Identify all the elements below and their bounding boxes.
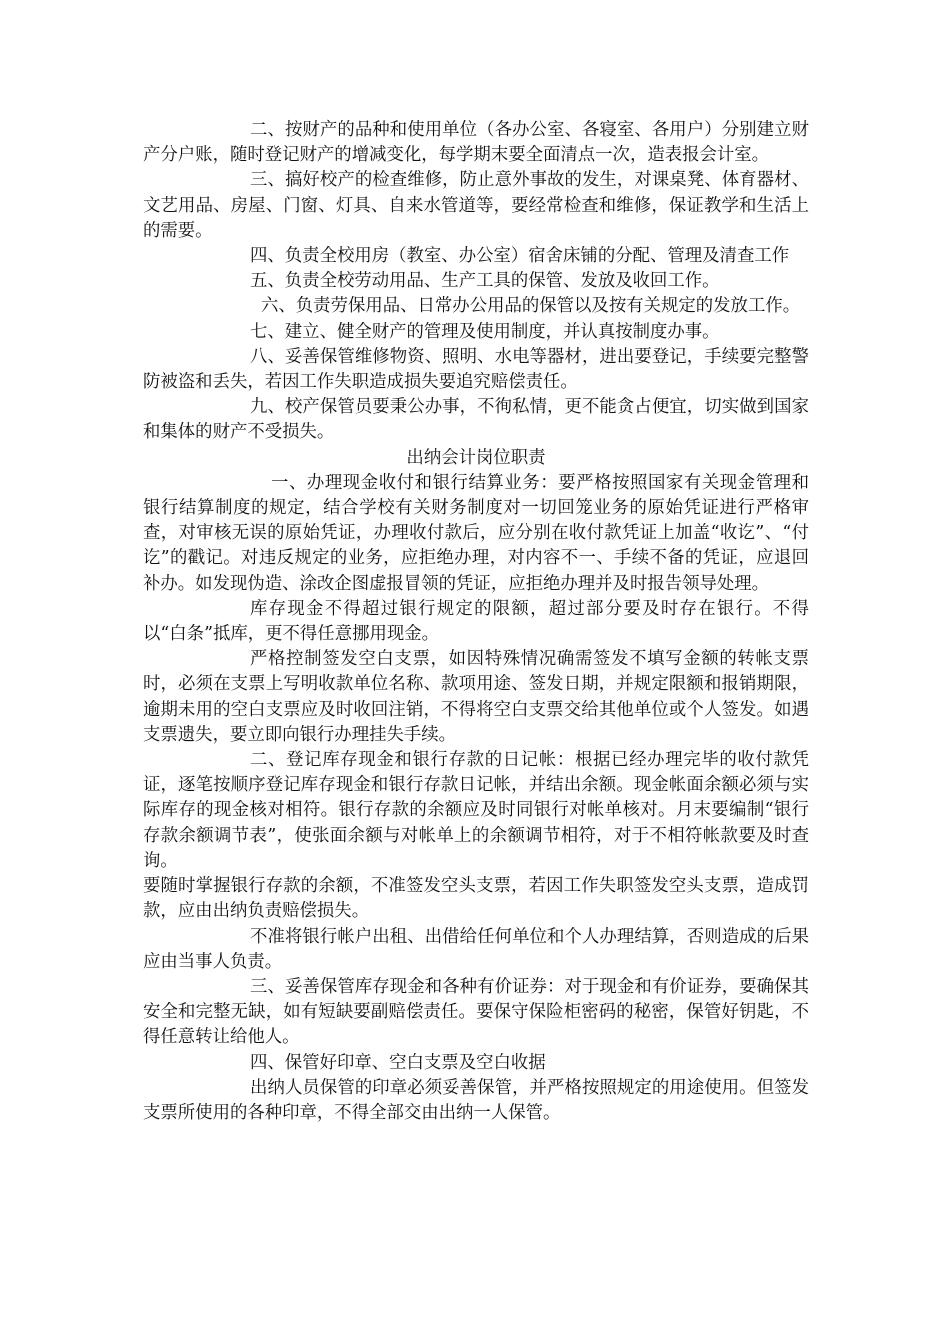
paragraph: 出纳人员保管的印章必须妥善保管，并严格按照规定的用途使用。但签发支票所使用的各种印章，不得全部交由出纳一人保管。: [143, 1077, 809, 1123]
paragraph: 三、妥善保管库存现金和各种有价证券：对于现金和有价证券，要确保其安全和完整无缺，如有短缺要副赔偿责任。要保守保险柜密码的秘密，保管好钥匙，不得任意转让给他人。: [143, 976, 809, 1048]
paragraph: 五、负责全校劳动用品、生产工具的保管、发放及收回工作。: [250, 271, 720, 292]
paragraph: 八、妥善保管维修物资、照明、水电等器材，进出要登记，手续要完整警防被盗和丢失，若因工作失职造成损失要追究赔偿责任。: [143, 346, 809, 393]
paragraph: 九、校产保管员要秉公办事，不徇私情，更不能贪占便宜，切实做到国家和集体的财产不受损失。: [143, 397, 809, 443]
paragraph: 二、按财产的品种和使用单位（各办公室、各寝室、各用户）分别建立财产分户账，随时登记财产的增减变化，每学期末要全面清点一次，造表报会计室。: [143, 120, 809, 166]
document-body: [143, 118, 809, 1126]
paragraph: 四、保管好印章、空白支票及空白收据: [250, 1052, 546, 1073]
paragraph: 七、建立、健全财产的管理及使用制度，并认真按制度办事。: [250, 321, 720, 342]
paragraph: 一、办理现金收付和银行结算业务：要严格按照国家有关现金管理和银行结算制度的规定，结合学校有关财务制度对一切回笼业务的原始凭证进行严格审查，对审核无误的原始凭证，办理收付款后，应分别在收付款凭证上加盖“收讫”、“付讫”的戳记。对违反规定的业务，应拒绝办理，对内容不一、手续不备的凭证，应退回补办。如发现伪造、涂改企图虚报冒领的凭证，应拒绝办理并及时报告领导处理。: [143, 472, 809, 594]
paragraph: 不准将银行帐户出租、出借给任何单位和个人办理结算，否则造成的后果应由当事人负责。: [143, 926, 809, 972]
section-title: 出纳会计岗位职责: [406, 447, 546, 468]
paragraph: 要随时掌握银行存款的余额，不准签发空头支票，若因工作失职签发空头支票，造成罚款，应由出纳负责赔偿损失。: [143, 876, 809, 922]
paragraph: 库存现金不得超过银行规定的限额，超过部分要及时存在银行。不得以“白条”抵库，更不得任意挪用现金。: [143, 598, 809, 645]
paragraph: 二、登记库存现金和银行存款的日记帐：根据已经办理完毕的收付款凭证，逐笔按顺序登记库存现金和银行存款日记帐，并结出余额。现金帐面余额必须与实际库存的现金核对相符。银行存款的余额应及时同银行对帐单核对。月末要编制“银行存款余额调节表”，使张面余额与对帐单上的余额调节相符，对于不相符帐款要及时查询。: [143, 750, 809, 871]
paragraph: 严格控制签发空白支票，如因特殊情况确需签发不填写金额的转帐支票时，必须在支票上写明收款单位名称、款项用途、签发日期，并规定限额和报销期限，逾期未用的空白支票应及时收回注销，不得将空白支票交给其他单位或个人签发。如遇支票遗失，要立即向银行办理挂失手续。: [143, 649, 809, 745]
paragraph: 六、负责劳保用品、日常办公用品的保管以及按有关规定的发放工作。: [261, 296, 801, 317]
paragraph: 四、负责全校用房（教室、办公室）宿舍床铺的分配、管理及清查工作: [250, 246, 790, 267]
paragraph: 三、搞好校产的检查维修，防止意外事故的发生，对课桌凳、体育器材、文艺用品、房屋、门窗、灯具、自来水管道等，要经常检查和维修，保证教学和生活上的需要。: [143, 170, 809, 241]
